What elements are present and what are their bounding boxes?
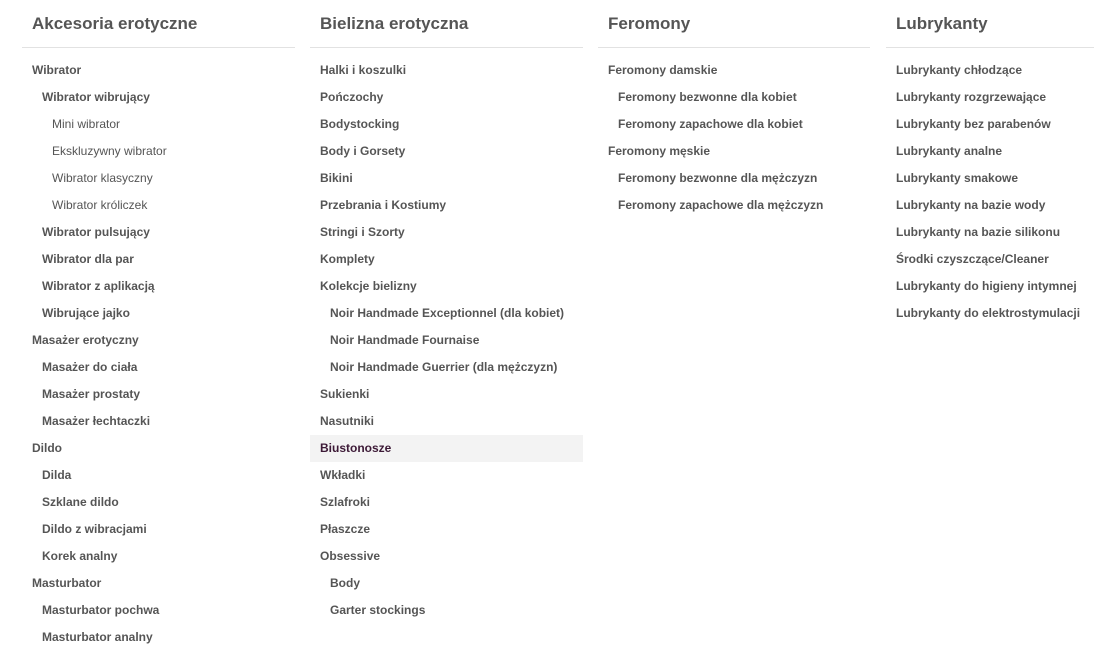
- menu-list-row: [310, 84, 583, 111]
- menu-list-row: [886, 165, 1094, 192]
- menu-link[interactable]: Masażer do ciała: [42, 360, 138, 374]
- menu-list-row: [22, 300, 295, 327]
- menu-link[interactable]: Dildo: [32, 441, 62, 455]
- menu-list-row: [598, 138, 870, 165]
- menu-list-row: [310, 111, 583, 138]
- menu-link[interactable]: Feromony zapachowe dla mężczyzn: [618, 198, 824, 212]
- menu-link[interactable]: Masturbator pochwa: [42, 603, 160, 617]
- menu-link[interactable]: Ekskluzywny wibrator: [52, 144, 167, 158]
- menu-list-row: [598, 57, 870, 84]
- menu-link[interactable]: Masturbator analny: [42, 630, 153, 644]
- column-title[interactable]: Akcesoria erotyczne: [22, 0, 295, 48]
- menu-list-row: [310, 300, 583, 327]
- menu-link[interactable]: Pończochy: [320, 90, 384, 104]
- menu-link[interactable]: Szlafroki: [320, 495, 371, 509]
- menu-link[interactable]: Lubrykanty rozgrzewające: [896, 90, 1047, 104]
- menu-link[interactable]: Nasutniki: [320, 414, 375, 428]
- menu-link[interactable]: Dildo z wibracjami: [42, 522, 147, 536]
- menu-link[interactable]: Korek analny: [42, 549, 118, 563]
- menu-list-row: [22, 489, 295, 516]
- menu-list-row: [310, 192, 583, 219]
- menu-list-row: [22, 435, 295, 462]
- menu-link[interactable]: Przebrania i Kostiumy: [320, 198, 447, 212]
- menu-list-row: [22, 408, 295, 435]
- menu-link[interactable]: Bodystocking: [320, 117, 400, 131]
- menu-list-row: [22, 543, 295, 570]
- menu-link[interactable]: Dilda: [42, 468, 72, 482]
- menu-link[interactable]: Wibrator pulsujący: [42, 225, 150, 239]
- menu-link[interactable]: Stringi i Szorty: [320, 225, 405, 239]
- menu-list-row: [22, 570, 295, 597]
- menu-list-row: [22, 192, 295, 219]
- column-title[interactable]: Feromony: [598, 0, 870, 48]
- menu-link[interactable]: Wibrator dla par: [42, 252, 134, 266]
- menu-link[interactable]: Noir Handmade Guerrier (dla mężczyzn): [330, 360, 558, 374]
- menu-list-row: [310, 138, 583, 165]
- menu-link[interactable]: Mini wibrator: [52, 117, 121, 131]
- menu-list-row: [22, 273, 295, 300]
- menu-list-row: [886, 273, 1094, 300]
- menu-link[interactable]: Noir Handmade Exceptionnel (dla kobiet): [330, 306, 565, 320]
- menu-list-row: [310, 408, 583, 435]
- menu-link[interactable]: Lubrykanty smakowe: [896, 171, 1019, 185]
- menu-list-row: [886, 219, 1094, 246]
- menu-link[interactable]: Masażer łechtaczki: [42, 414, 151, 428]
- menu-list-row: [22, 57, 295, 84]
- menu-list-row: [22, 354, 295, 381]
- menu-link[interactable]: Feromony bezwonne dla mężczyzn: [618, 171, 818, 185]
- menu-list-row: [310, 543, 583, 570]
- menu-list-row: [22, 246, 295, 273]
- menu-list-row: [598, 84, 870, 111]
- menu-link[interactable]: Płaszcze: [320, 522, 371, 536]
- menu-link[interactable]: Feromony bezwonne dla kobiet: [618, 90, 797, 104]
- menu-link[interactable]: Garter stockings: [330, 603, 426, 617]
- menu-list-row: [310, 435, 583, 462]
- column-list: [598, 48, 870, 219]
- menu-list-row: [22, 462, 295, 489]
- menu-link[interactable]: Body i Gorsety: [320, 144, 406, 158]
- menu-list-row: [310, 597, 583, 624]
- menu-list-row: [886, 57, 1094, 84]
- menu-list-row: [598, 111, 870, 138]
- menu-list-row: [310, 381, 583, 408]
- menu-list-row: [310, 246, 583, 273]
- menu-link[interactable]: Środki czyszczące/Cleaner: [896, 252, 1049, 266]
- menu-list-row: [22, 327, 295, 354]
- menu-list-row: [310, 570, 583, 597]
- menu-column-feromony: [598, 0, 870, 219]
- menu-link[interactable]: Lubrykanty do higieny intymnej: [896, 279, 1077, 293]
- menu-link[interactable]: Lubrykanty chłodzące: [896, 63, 1023, 77]
- menu-link[interactable]: Feromony zapachowe dla kobiet: [618, 117, 803, 131]
- menu-list-row: [310, 273, 583, 300]
- column-title[interactable]: Lubrykanty: [886, 0, 1094, 48]
- menu-list-row: [310, 516, 583, 543]
- menu-link[interactable]: Obsessive: [320, 549, 381, 563]
- menu-link[interactable]: Noir Handmade Fournaise: [330, 333, 480, 347]
- menu-column-bielizna-erotyczna: [310, 0, 583, 624]
- menu-list-row: [22, 219, 295, 246]
- menu-link[interactable]: Feromony męskie: [608, 144, 711, 158]
- menu-link[interactable]: Szklane dildo: [42, 495, 119, 509]
- menu-list-row: [22, 165, 295, 192]
- menu-link[interactable]: Masażer prostaty: [42, 387, 141, 401]
- menu-link[interactable]: Komplety: [320, 252, 375, 266]
- menu-link[interactable]: Wibrator: [32, 63, 82, 77]
- menu-link[interactable]: Masażer erotyczny: [32, 333, 139, 347]
- menu-link[interactable]: Wibrator klasyczny: [52, 171, 153, 185]
- menu-link[interactable]: Body: [330, 576, 360, 590]
- menu-list-row: [310, 489, 583, 516]
- menu-link[interactable]: Wibrator króliczek: [52, 198, 148, 212]
- menu-list-row: [886, 138, 1094, 165]
- menu-list-row: [22, 111, 295, 138]
- menu-list-row: [22, 381, 295, 408]
- menu-list-row: [310, 57, 583, 84]
- menu-link[interactable]: Halki i koszulki: [320, 63, 407, 77]
- menu-list-row: [310, 462, 583, 489]
- menu-link[interactable]: Masturbator: [32, 576, 102, 590]
- menu-list-row: [310, 219, 583, 246]
- menu-link[interactable]: Lubrykanty na bazie silikonu: [896, 225, 1061, 239]
- menu-link[interactable]: Lubrykanty do elektrostymulacji: [896, 306, 1081, 320]
- menu-list-row: [598, 192, 870, 219]
- menu-list-row: [22, 84, 295, 111]
- menu-link[interactable]: Kolekcje bielizny: [320, 279, 417, 293]
- menu-link[interactable]: Wibrator wibrujący: [42, 90, 150, 104]
- menu-link[interactable]: Feromony damskie: [608, 63, 718, 77]
- menu-link[interactable]: Bikini: [320, 171, 353, 185]
- menu-column-akcesoria-erotyczne: [22, 0, 295, 651]
- menu-link[interactable]: Wibrujące jajko: [42, 306, 130, 320]
- column-list: [22, 48, 295, 651]
- menu-list-row: [310, 165, 583, 192]
- menu-list-row: [22, 624, 295, 651]
- menu-link[interactable]: Lubrykanty na bazie wody: [896, 198, 1046, 212]
- column-title[interactable]: Bielizna erotyczna: [310, 0, 583, 48]
- menu-list-row: [22, 516, 295, 543]
- menu-list-row: [22, 138, 295, 165]
- menu-list-row: [886, 84, 1094, 111]
- menu-list-row: [310, 327, 583, 354]
- menu-list-row: [22, 597, 295, 624]
- menu-link[interactable]: Lubrykanty analne: [896, 144, 1003, 158]
- menu-link[interactable]: Sukienki: [320, 387, 370, 401]
- menu-list-row: [886, 246, 1094, 273]
- menu-list-row: [598, 165, 870, 192]
- menu-link[interactable]: Wibrator z aplikacją: [42, 279, 155, 293]
- menu-list-row: [310, 354, 583, 381]
- menu-link[interactable]: Wkładki: [320, 468, 366, 482]
- menu-list-row: [886, 300, 1094, 327]
- menu-list-row: [886, 192, 1094, 219]
- menu-list-row: [886, 111, 1094, 138]
- menu-link[interactable]: Biustonosze: [310, 435, 583, 462]
- column-list: [886, 48, 1094, 327]
- menu-link[interactable]: Lubrykanty bez parabenów: [896, 117, 1051, 131]
- menu-column-lubrykanty: [886, 0, 1094, 327]
- column-list: [310, 48, 583, 624]
